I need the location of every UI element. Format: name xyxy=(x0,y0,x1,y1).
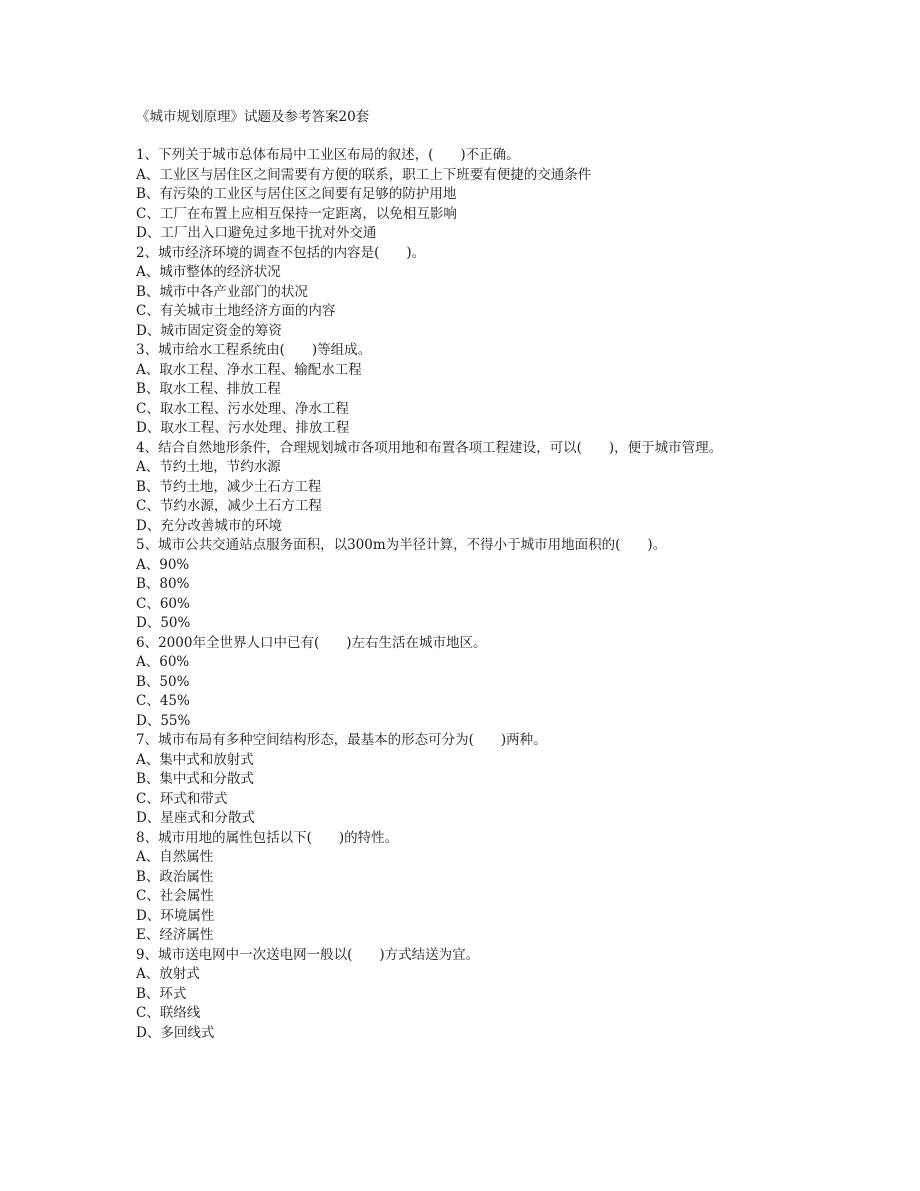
answer-option: A、自然属性 xyxy=(136,849,214,865)
answer-option: D、充分改善城市的环境 xyxy=(136,517,282,534)
answer-option: D、星座式和分散式 xyxy=(136,810,255,826)
answer-option: A、城市整体的经济状况 xyxy=(136,264,281,280)
answer-option: C、工厂在布置上应相互保持一定距离，以免相互影响 xyxy=(136,205,457,222)
answer-option: A、90% xyxy=(136,556,190,573)
answer-option: C、节约水源，减少土石方工程 xyxy=(136,498,322,514)
answer-option: C、社会属性 xyxy=(136,888,214,904)
answer-option: B、节约土地，减少土石方工程 xyxy=(136,478,322,495)
answer-option: E、经济属性 xyxy=(136,927,214,943)
answer-option: D、多回线式 xyxy=(136,1024,215,1041)
answer-option: B、80% xyxy=(136,576,190,592)
answer-option: D、城市固定资金的筹资 xyxy=(136,322,282,339)
answer-option: B、取水工程、排放工程 xyxy=(136,381,281,397)
question-stem: 1、下列关于城市总体布局中工业区布局的叙述，( )不正确。 xyxy=(136,147,520,163)
answer-option: A、集中式和放射式 xyxy=(136,751,254,768)
answer-option: A、节约土地，节约水源 xyxy=(136,459,281,475)
question-block xyxy=(136,439,906,537)
question-block xyxy=(136,146,906,244)
answer-option: A、取水工程、净水工程、输配水工程 xyxy=(136,361,362,378)
answer-option: B、城市中各产业部门的状况 xyxy=(136,283,308,300)
answer-option: C、环式和带式 xyxy=(136,790,228,807)
answer-option: D、50% xyxy=(136,615,191,631)
question-stem: 7、城市布局有多种空间结构形态，最基本的形态可分为( )两种。 xyxy=(136,732,547,748)
question-block xyxy=(136,829,906,946)
answer-option: D、55% xyxy=(136,712,191,729)
question-stem: 9、城市送电网中一次送电网一般以( )方式结送为宜。 xyxy=(136,946,480,963)
answer-option: C、45% xyxy=(136,693,190,709)
answer-option: B、有污染的工业区与居住区之间要有足够的防护用地 xyxy=(136,186,457,202)
answer-option: A、60% xyxy=(136,654,190,670)
answer-option: B、政治属性 xyxy=(136,868,214,885)
answer-option: C、有关城市土地经济方面的内容 xyxy=(136,303,336,319)
question-stem: 4、结合自然地形条件，合理规划城市各项用地和布置各项工程建设，可以( )，便于城市管理。 xyxy=(136,439,723,456)
question-block xyxy=(136,731,906,829)
question-block xyxy=(136,634,906,732)
document-title: 《城市规划原理》试题及参考答案20套 xyxy=(136,109,370,125)
answer-option: B、环式 xyxy=(136,985,187,1002)
question-block xyxy=(136,536,906,634)
question-stem: 6、2000年全世界人口中已有( )左右生活在城市地区。 xyxy=(136,634,487,651)
answer-option: B、50% xyxy=(136,673,190,690)
question-stem: 5、城市公共交通站点服务面积，以300m为半径计算，不得小于城市用地面积的( )。 xyxy=(136,537,667,553)
question-list xyxy=(136,146,906,1043)
answer-option: D、环境属性 xyxy=(136,907,215,924)
question-block xyxy=(136,946,906,1044)
question-block xyxy=(136,341,906,439)
answer-option: B、集中式和分散式 xyxy=(136,771,254,787)
answer-option: D、工厂出入口避免过多地干扰对外交通 xyxy=(136,225,377,241)
question-stem: 3、城市给水工程系统由( )等组成。 xyxy=(136,342,372,358)
answer-option: C、联络线 xyxy=(136,1005,201,1021)
question-block xyxy=(136,244,906,342)
answer-option: A、工业区与居住区之间需要有方便的联系，职工上下班要有便捷的交通条件 xyxy=(136,166,592,183)
answer-option: C、取水工程、污水处理、净水工程 xyxy=(136,400,349,417)
answer-option: C、60% xyxy=(136,595,190,612)
answer-option: A、放射式 xyxy=(136,966,200,982)
answer-option: D、取水工程、污水处理、排放工程 xyxy=(136,420,350,436)
question-stem: 2、城市经济环境的调查不包括的内容是( )。 xyxy=(136,244,426,261)
question-stem: 8、城市用地的属性包括以下( )的特性。 xyxy=(136,829,399,846)
